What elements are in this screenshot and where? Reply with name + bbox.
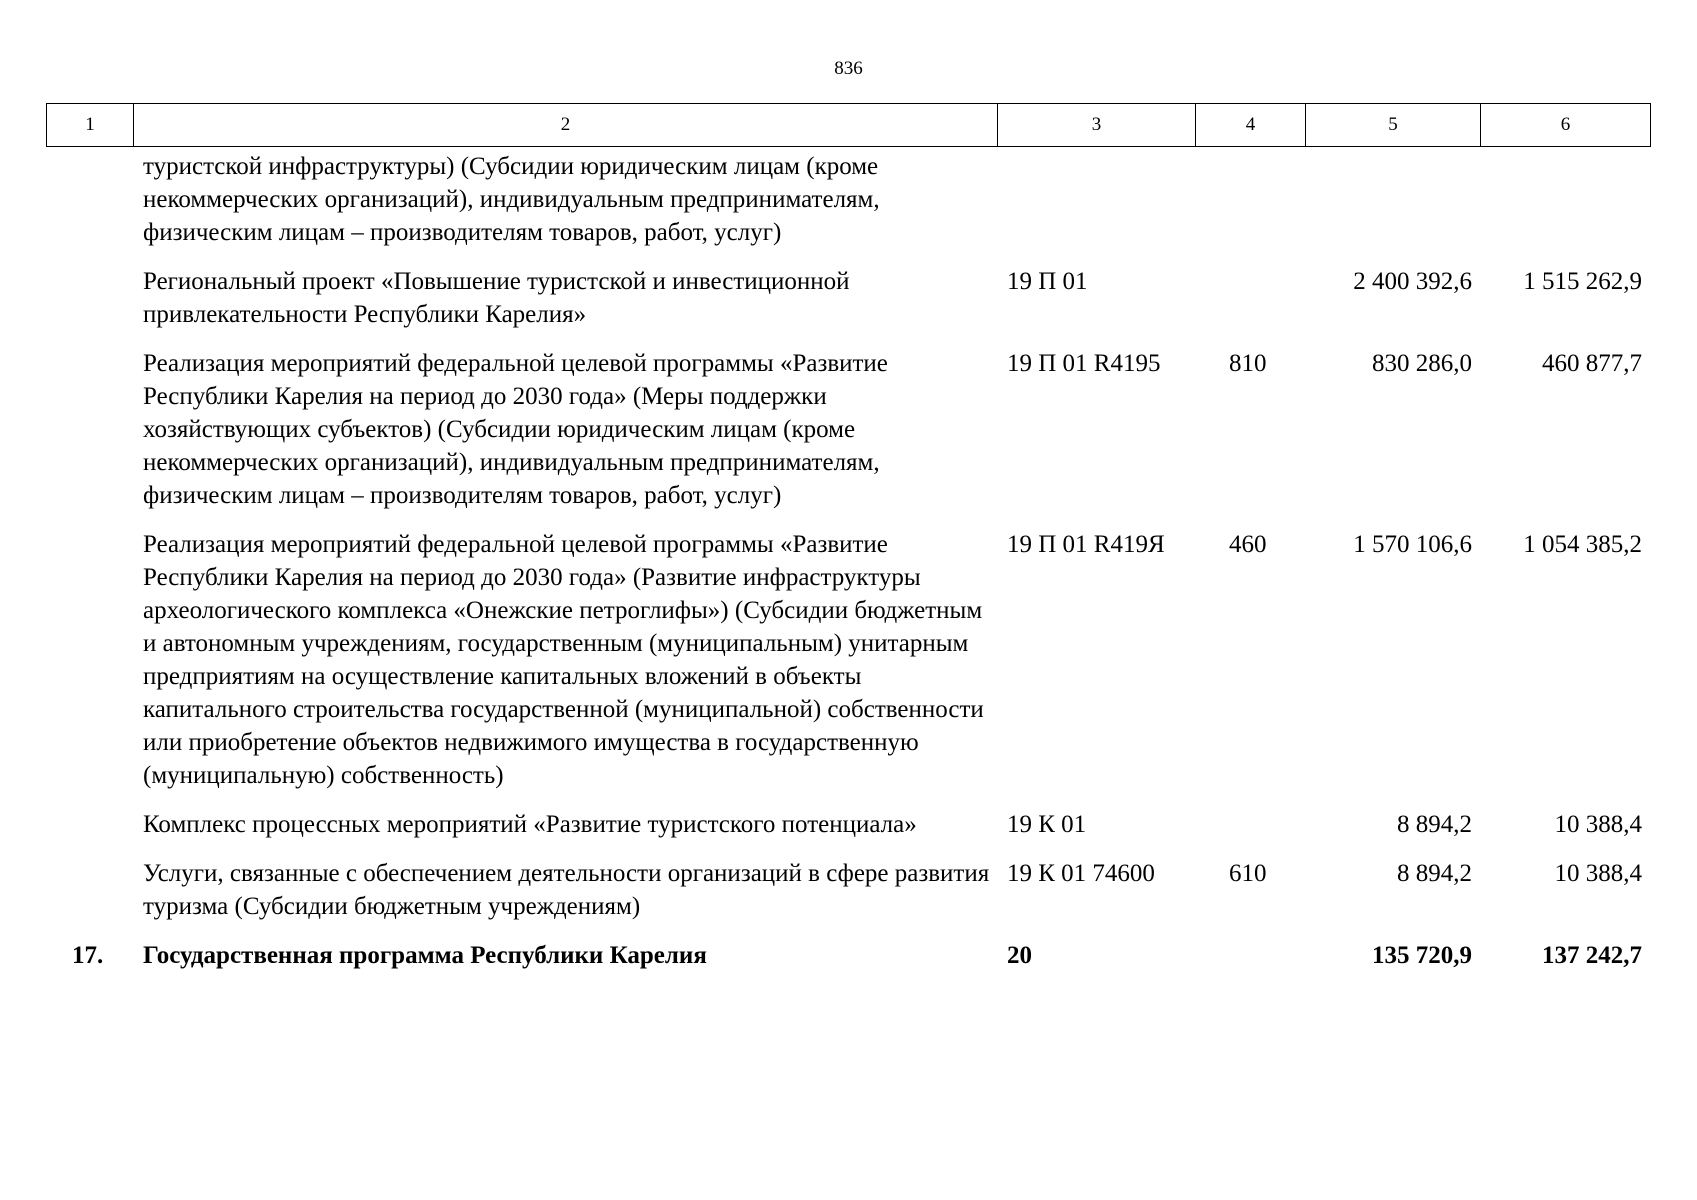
table-row — [46, 347, 1650, 528]
row-value-1: 2 400 392,6 — [1353, 268, 1472, 295]
row-value-1: 830 286,0 — [1372, 350, 1472, 377]
row-name: Реализация мероприятий федеральной целевой программы «Развитие Республики Карелия на период до 2030 года» (Меры поддержки хозяйствующих субъектов) (Субсидии юридическим лицам (кроме некоммерческих организаций), индивидуальным предпринимателям, физическим лицам – производителям товаров, работ, услуг) — [143, 350, 888, 509]
row-number — [46, 150, 133, 265]
row-code: 19 П 01 R419Я — [1007, 531, 1165, 558]
row-number — [46, 347, 133, 528]
table-row — [46, 857, 1650, 939]
row-value-2: 10 388,4 — [1554, 860, 1642, 887]
row-type — [1195, 150, 1305, 265]
row-code: 20 — [1007, 942, 1032, 969]
header-col-5: 5 — [1306, 104, 1481, 147]
row-value-1: 8 894,2 — [1397, 860, 1472, 887]
row-value-2: 10 388,4 — [1554, 811, 1642, 838]
row-code: 19 П 01 R4195 — [1007, 350, 1161, 377]
row-type: 460 — [1229, 531, 1267, 558]
row-name: Услуги, связанные с обеспечением деятельности организаций в сфере развития туризма (Субсидии бюджетным учреждениям) — [143, 860, 990, 920]
header-col-3: 3 — [998, 104, 1196, 147]
row-type: 610 — [1229, 860, 1267, 887]
header-col-4: 4 — [1196, 104, 1306, 147]
row-value-2 — [1480, 150, 1650, 265]
row-type: 810 — [1229, 350, 1267, 377]
row-number — [46, 808, 133, 857]
table-row-program — [46, 939, 1650, 988]
row-value-2: 137 242,7 — [1542, 942, 1642, 969]
table-row — [46, 265, 1650, 347]
table-header — [46, 103, 1651, 147]
row-value-1: 135 720,9 — [1372, 942, 1472, 969]
row-type — [1195, 808, 1305, 857]
row-number: 17. — [72, 942, 104, 969]
header-col-2: 2 — [134, 104, 998, 147]
row-name: Региональный проект «Повышение туристской и инвестиционной привлекательности Республики Карелия» — [143, 268, 850, 328]
row-number — [46, 528, 133, 808]
row-value-2: 460 877,7 — [1542, 350, 1642, 377]
row-value-1: 8 894,2 — [1397, 811, 1472, 838]
table-row — [46, 808, 1650, 857]
row-value-2: 1 054 385,2 — [1523, 531, 1642, 558]
row-code: 19 К 01 74600 — [1007, 860, 1155, 887]
header-row — [47, 104, 1651, 147]
row-code — [997, 150, 1195, 265]
row-name: Комплекс процессных мероприятий «Развитие туристского потенциала» — [143, 811, 917, 838]
header-col-6: 6 — [1481, 104, 1651, 147]
row-value-1: 1 570 106,6 — [1353, 531, 1472, 558]
row-code: 19 П 01 — [1007, 268, 1088, 295]
row-name: Государственная программа Республики Карелия — [143, 942, 707, 969]
table-row — [46, 528, 1650, 808]
table-body — [46, 150, 1650, 988]
row-number — [46, 857, 133, 939]
row-code: 19 К 01 — [1007, 811, 1087, 838]
row-type — [1195, 265, 1305, 347]
row-number — [46, 265, 133, 347]
table-row — [46, 150, 1650, 265]
row-type — [1195, 939, 1305, 988]
page-number: 836 — [834, 58, 863, 79]
row-name: Реализация мероприятий федеральной целевой программы «Развитие Республики Карелия на период до 2030 года» (Развитие инфраструктуры археологического комплекса «Онежские петроглифы») (Субсидии бюджетным и автономным учреждениям, государственным (муниципальным) унитарным предприятиям на осуществление капитальных вложений в объекты капитального строительства государственной (муниципальной) собственности или приобретение объектов недвижимого имущества в государственную (муниципальную) собственность) — [143, 531, 984, 789]
row-value-1 — [1305, 150, 1480, 265]
row-value-2: 1 515 262,9 — [1523, 268, 1642, 295]
header-col-1: 1 — [47, 104, 134, 147]
row-name: туристской инфраструктуры) (Субсидии юридическим лицам (кроме некоммерческих организаций), индивидуальным предпринимателям, физическим лицам – производителям товаров, работ, услуг) — [143, 153, 880, 246]
